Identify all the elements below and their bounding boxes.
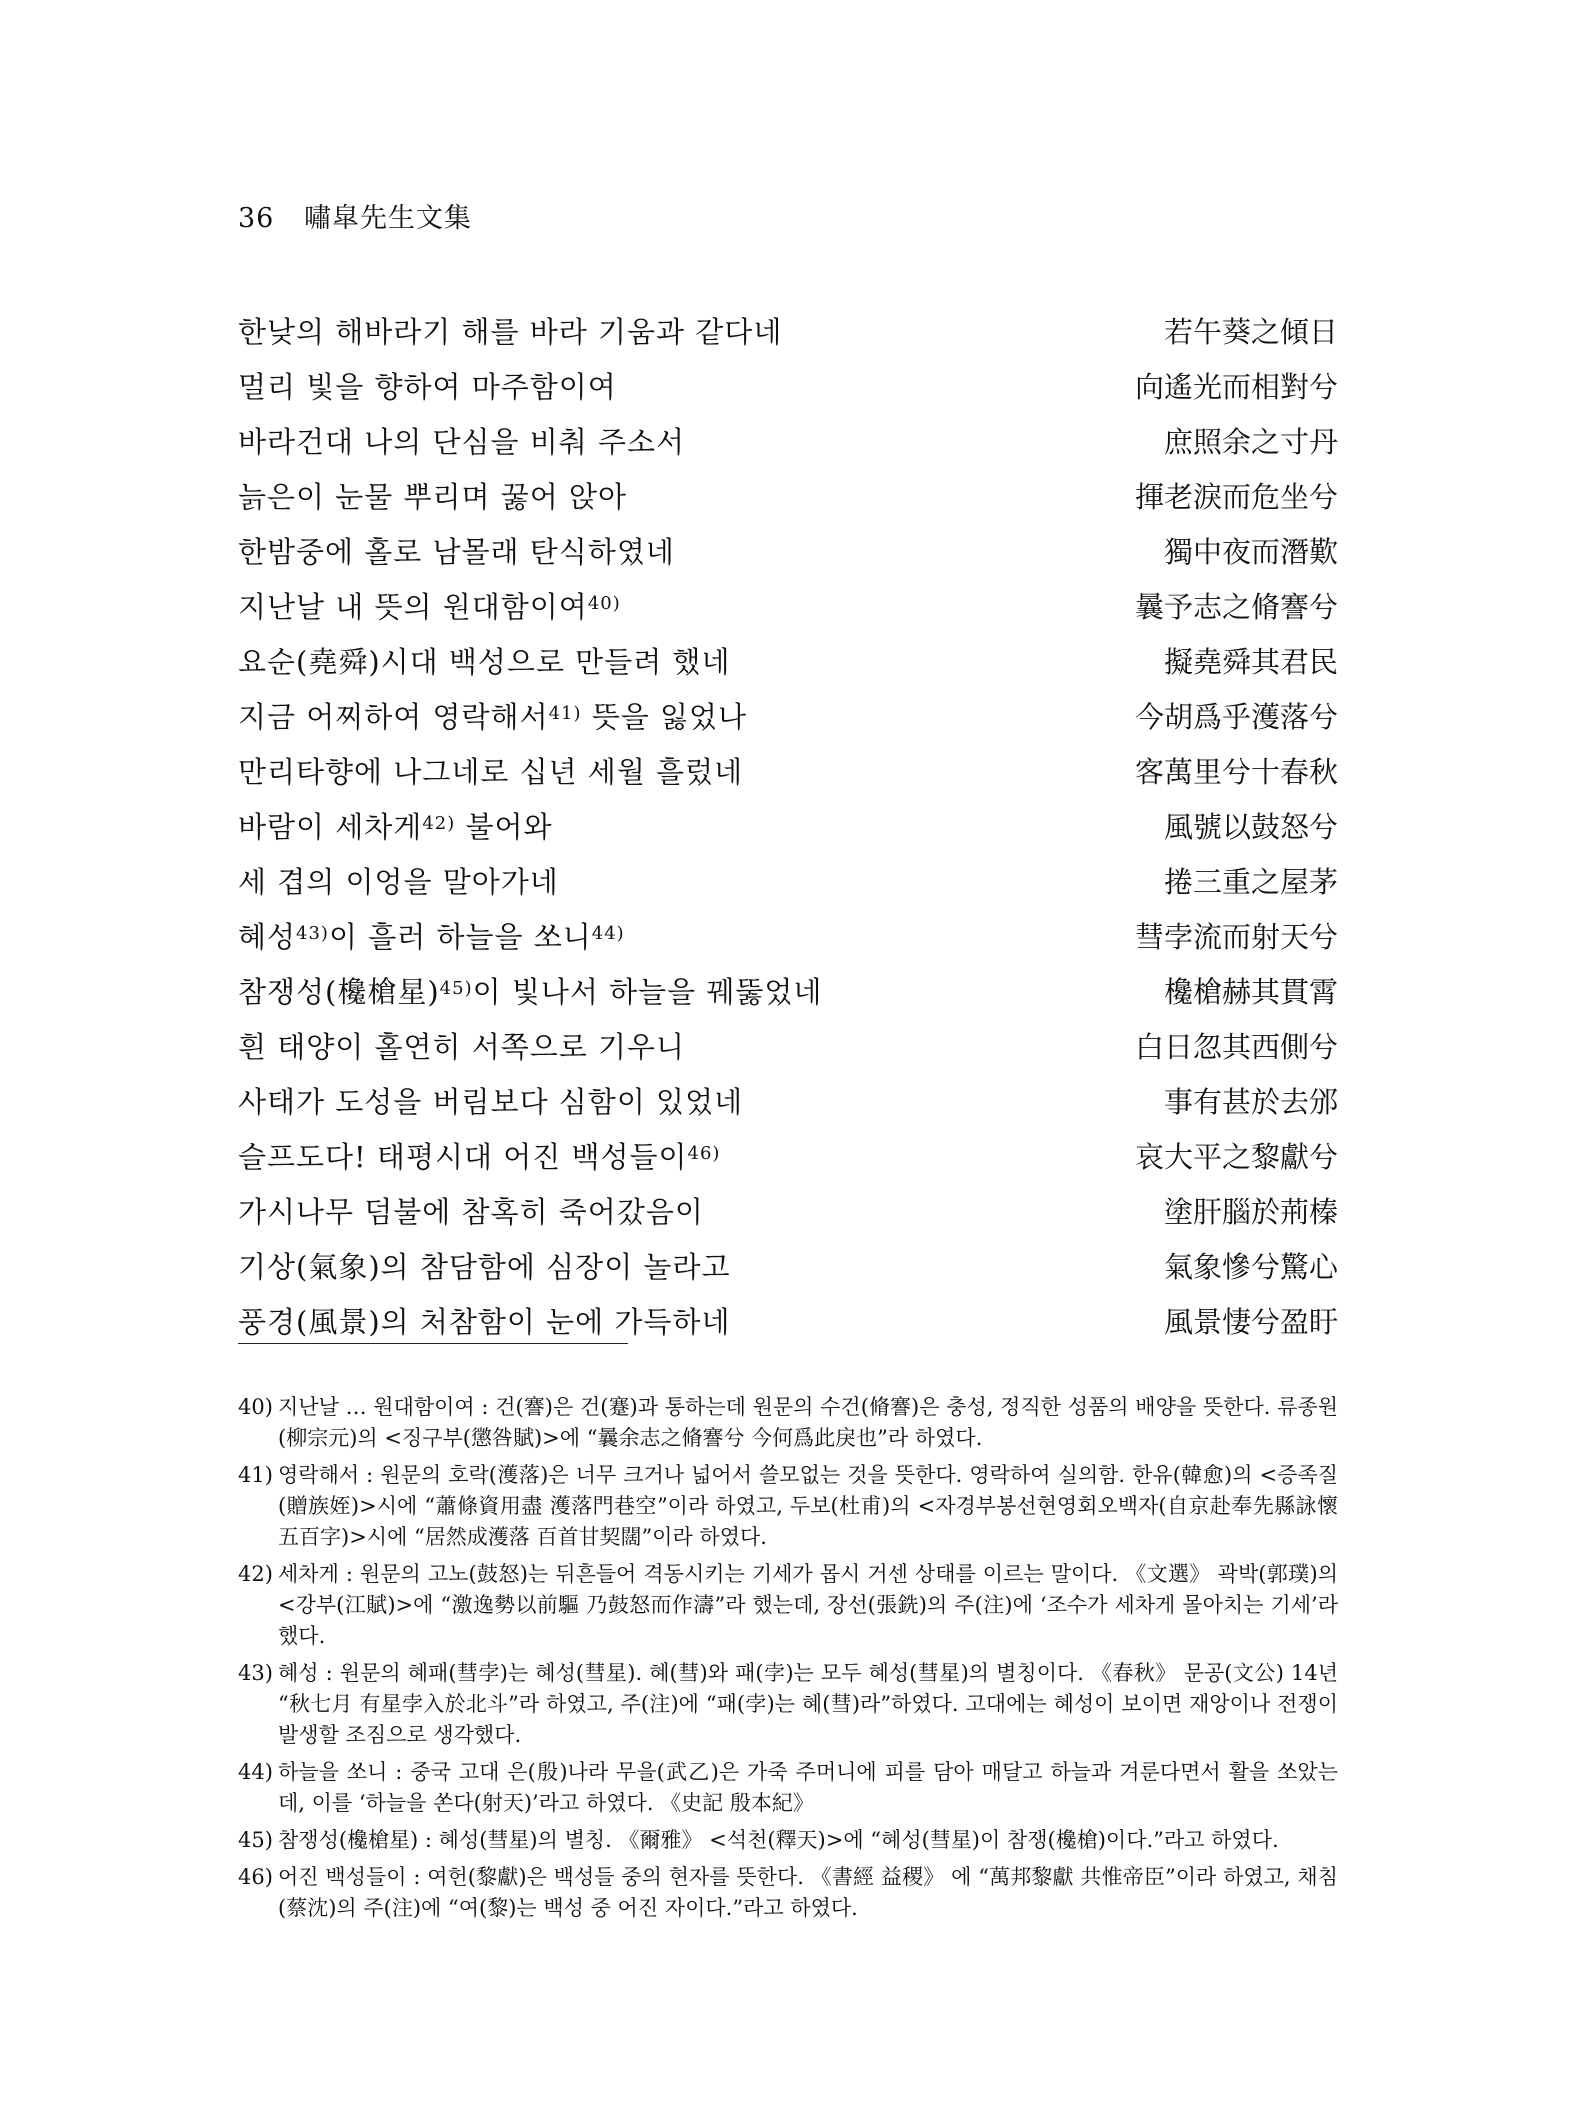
book-title: 嘯皐先生文集 (303, 203, 472, 234)
verse-korean: 바람이 세차게$^{42)}$ 불어와 (238, 810, 553, 844)
verse-korean: 만리타향에 나그네로 십년 세월 흘렀네 (238, 755, 744, 789)
verse-chinese: 風號以鼓怒兮 (1163, 810, 1338, 844)
verse-line (238, 915, 1338, 970)
footnote-text: 지난날 … 원대함이여 : 건(謇)은 건(蹇)과 통하는데 원문의 수건(脩謇)은 충성, 정직한 성품의 배양을 뜻한다. 류종원(柳宗元)의 <징구부(懲咎賦)>에 “曩余志之脩謇兮 今何爲此戾也”라 하였다. (278, 1395, 1338, 1450)
verse-line (238, 1025, 1338, 1080)
verse-chinese: 彗孛流而射天兮 (1134, 920, 1338, 954)
footnote-number: 42) (238, 1562, 273, 1586)
footnote-text: 어진 백성들이 : 여헌(黎獻)은 백성들 중의 현자를 뜻한다. 《書經 益稷》 에 “萬邦黎獻 共惟帝臣”이라 하였고, 채침(蔡沈)의 주(注)에 “여(黎)는 백성 중 어진 자이다.”라고 하였다. (278, 1865, 1338, 1920)
verse-chinese: 揮老淚而危坐兮 (1134, 480, 1338, 514)
footnote (238, 1658, 1338, 1751)
verse-korean: 기상(氣象)의 참담함에 심장이 놀라고 (238, 1250, 731, 1284)
verse-line (238, 1135, 1338, 1190)
verse-chinese: 獨中夜而潛歎 (1163, 535, 1338, 569)
footnote-text: 영락해서 : 원문의 호락(濩落)은 너무 크거나 넓어서 쓸모없는 것을 뜻한다. 영락하여 실의함. 한유(韓愈)의 <증족질(贈族姪)>시에 “蕭條資用盡 濩落門巷空”이라 하였고, 두보(杜甫)의 <자경부봉선현영회오백자(自京赴奉先縣詠懷五百字)>시에 “居然成濩落 百首甘契闊”이라 하였다. (278, 1463, 1338, 1549)
verse-chinese: 欃槍赫其貫霄 (1163, 975, 1338, 1009)
footnote-number: 45) (238, 1828, 273, 1852)
footnote-number: 46) (238, 1865, 273, 1889)
verse-line (238, 420, 1338, 475)
verse-list (238, 310, 1338, 1355)
footnote (238, 1862, 1338, 1924)
verse-korean: 세 겹의 이엉을 말아가네 (238, 865, 559, 899)
footnote-list (238, 1392, 1338, 1930)
footnote-number: 44) (238, 1760, 273, 1784)
verse-korean: 지난날 내 뜻의 원대함이여$^{40)}$ (238, 590, 621, 624)
footnote-ref: 43) (296, 923, 329, 944)
footnote-number: 43) (238, 1661, 273, 1685)
footnote-text: 하늘을 쏘니 : 중국 고대 은(殷)나라 무을(武乙)은 가죽 주머니에 피를 담아 매달고 하늘과 겨룬다면서 활을 쏘았는데, 이를 ‘하늘을 쏜다(射天)’라고 하였다. 《史記 殷本紀》 (278, 1760, 1338, 1815)
verse-chinese: 庶照余之寸丹 (1163, 425, 1338, 459)
page-header (238, 196, 472, 235)
verse-chinese: 哀大平之黎獻兮 (1134, 1140, 1338, 1174)
footnote-ref: 41) (548, 703, 582, 724)
verse-korean: 멀리 빛을 향하여 마주함이여 (238, 370, 617, 404)
verse-line (238, 585, 1338, 640)
verse-chinese: 今胡爲乎濩落兮 (1134, 700, 1338, 734)
verse-korean: 가시나무 덤불에 참혹히 죽어갔음이 (238, 1195, 704, 1229)
verse-line (238, 1300, 1338, 1355)
verse-line (238, 530, 1338, 585)
footnote-number: 41) (238, 1463, 273, 1487)
verse-line (238, 640, 1338, 695)
footnote-ref: 40) (587, 593, 621, 614)
footnote-ref: 46) (687, 1143, 721, 1164)
footnote-ref: 42) (422, 813, 456, 834)
footnote-text: 세차게 : 원문의 고노(鼓怒)는 뒤흔들어 격동시키는 기세가 몹시 거센 상태를 이르는 말이다. 《文選》 곽박(郭璞)의 <강부(江賦)>에 “激逸勢以前驅 乃鼓怒而作濤”라 했는데, 장선(張銑)의 주(注)에 ‘조수가 세차게 몰아치는 기세’라 했다. (278, 1562, 1338, 1648)
verse-korean: 풍경(風景)의 처참함이 눈에 가득하네 (238, 1305, 731, 1339)
footnote (238, 1460, 1338, 1553)
verse-korean: 요순(堯舜)시대 백성으로 만들려 했네 (238, 645, 731, 679)
verse-line (238, 695, 1338, 750)
verse-korean: 바라건대 나의 단심을 비춰 주소서 (238, 425, 686, 459)
verse-korean: 흰 태양이 홀연히 서쪽으로 기우니 (238, 1030, 686, 1064)
verse-chinese: 捲三重之屋茅 (1163, 865, 1338, 899)
verse-line (238, 1080, 1338, 1135)
verse-line (238, 365, 1338, 420)
footnote-ref: 45) (439, 978, 473, 999)
footnote-text: 참쟁성(欃槍星) : 혜성(彗星)의 별칭. 《爾雅》 <석천(釋天)>에 “혜성(彗星)이 참쟁(欃槍)이다.”라고 하였다. (278, 1828, 1279, 1852)
verse-chinese: 風景悽兮盈盱 (1163, 1305, 1338, 1339)
footnote (238, 1757, 1338, 1819)
footnote-divider (238, 1343, 628, 1344)
verse-korean: 슬프도다! 태평시대 어진 백성들이$^{46)}$ (238, 1140, 721, 1174)
verse-line (238, 1245, 1338, 1300)
verse-chinese: 事有甚於去邠 (1163, 1085, 1338, 1119)
verse-korean: 혜성$^{43)}$이 흘러 하늘을 쏘니$^{44)}$ (238, 920, 625, 954)
page-number: 36 (238, 203, 275, 234)
verse-chinese: 塗肝腦於荊榛 (1163, 1195, 1338, 1229)
verse-chinese: 向遙光而相對兮 (1134, 370, 1338, 404)
verse-chinese: 若午葵之傾日 (1163, 315, 1338, 349)
footnote (238, 1559, 1338, 1652)
verse-line (238, 970, 1338, 1025)
verse-korean: 사태가 도성을 버림보다 심함이 있었네 (238, 1085, 744, 1119)
verse-korean: 한낮의 해바라기 해를 바라 기움과 같다네 (238, 315, 783, 349)
verse-chinese: 白日忽其西側兮 (1134, 1030, 1338, 1064)
verse-line (238, 805, 1338, 860)
verse-line (238, 750, 1338, 805)
verse-line (238, 860, 1338, 915)
verse-chinese: 曩予志之脩謇兮 (1134, 590, 1338, 624)
verse-chinese: 氣象慘兮驚心 (1163, 1250, 1338, 1284)
verse-korean: 한밤중에 홀로 남몰래 탄식하였네 (238, 535, 675, 569)
footnote-text: 혜성 : 원문의 혜패(彗孛)는 혜성(彗星). 혜(彗)와 패(孛)는 모두 혜성(彗星)의 별칭이다. 《春秋》 문공(文公) 14년 “秋七月 有星孛入於北斗”라 하였고, 주(注)에 “패(孛)는 혜(彗)라”하였다. 고대에는 혜성이 보이면 재앙이나 전쟁이 발생할 조짐으로 생각했다. (278, 1661, 1338, 1747)
verse-korean: 참쟁성(欃槍星)$^{45)}$이 빛나서 하늘을 꿰뚫었네 (238, 975, 823, 1009)
verse-line (238, 1190, 1338, 1245)
verse-chinese: 客萬里兮十春秋 (1134, 755, 1338, 789)
footnote (238, 1825, 1338, 1856)
verse-line (238, 310, 1338, 365)
footnote-ref: 44) (591, 923, 625, 944)
footnote-number: 40) (238, 1395, 273, 1419)
verse-line (238, 475, 1338, 530)
footnote (238, 1392, 1338, 1454)
verse-chinese: 擬堯舜其君民 (1163, 645, 1338, 679)
verse-korean: 지금 어찌하여 영락해서$^{41)}$ 뜻을 잃었나 (238, 700, 748, 734)
verse-korean: 늙은이 눈물 뿌리며 꿇어 앉아 (238, 480, 628, 514)
